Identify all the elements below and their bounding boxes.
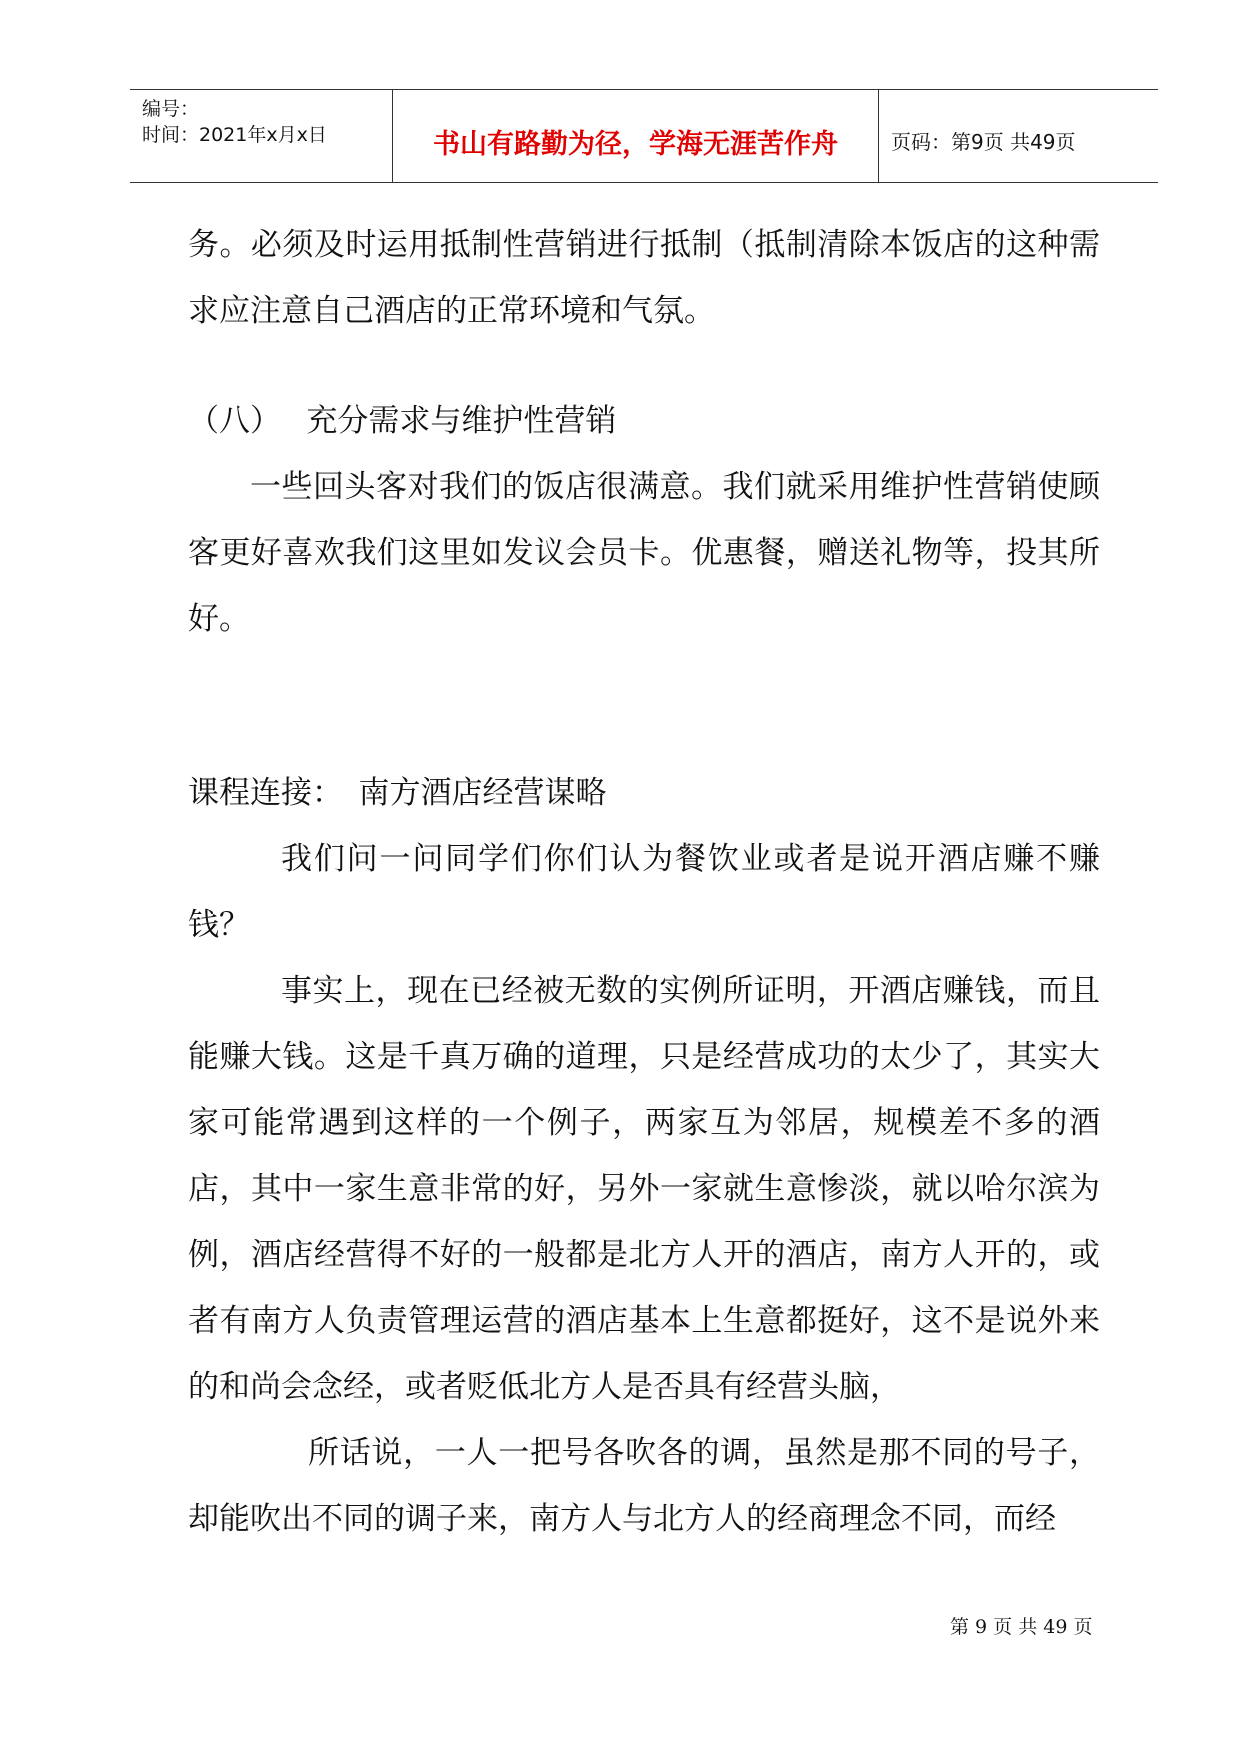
page-footer: 第 9 页 共 49 页 [950, 1616, 1093, 1638]
motto: 书山有路勤为径，学海无涯苦作舟 [433, 129, 838, 160]
paragraph-maintenance-marketing: 一些回头客对我们的饭店很满意。我们就采用维护性营销使顾客更好喜欢我们这里如发议会员卡。优惠餐，赠送礼物等，投其所好。 [188, 469, 1100, 637]
header-motto-cell [392, 90, 879, 182]
page-header [130, 89, 1158, 183]
header-page-info: 页码：第9页 共49页 [891, 130, 1076, 154]
time-line: 时间：2021年x月x日 [142, 124, 327, 146]
course-link-heading: 课程连接： 南方酒店经营谋略 [188, 775, 607, 811]
paragraph-continuation: 务。必须及时运用抵制性营销进行抵制（抵制清除本饭店的这种需求应注意自己酒店的正常环境和气氛。 [188, 227, 1100, 329]
number-label: 编号： [142, 98, 200, 120]
paragraph-saying: 所话说，一人一把号各吹各的调，虽然是那不同的号子，却能吹出不同的调子来，南方人与北方人的经商理念不同，而经 [188, 1435, 1100, 1537]
paragraph-facts: 事实上，现在已经被无数的实例所证明，开酒店赚钱，而且能赚大钱。这是千真万确的道理，只是经营成功的太少了，其实大家可能常遇到这样的一个例子，两家互为邻居，规模差不多的酒店，其中一家生意非常的好，另外一家就生意惨淡，就以哈尔滨为例，酒店经营得不好的一般都是北方人开的酒店，南方人开的，或者有南方人负责管理运营的酒店基本上生意都挺好，这不是说外来的和尚会念经，或者贬低北方人是否具有经营头脑， [188, 973, 1100, 1405]
paragraph-question: 我们问一问同学们你们认为餐饮业或者是说开酒店赚不赚钱？ [188, 841, 1100, 943]
header-page-cell [879, 90, 1158, 182]
section-heading-8: （八） 充分需求与维护性营销 [188, 403, 617, 439]
document-body [188, 212, 1100, 1552]
header-meta-cell [130, 90, 392, 182]
